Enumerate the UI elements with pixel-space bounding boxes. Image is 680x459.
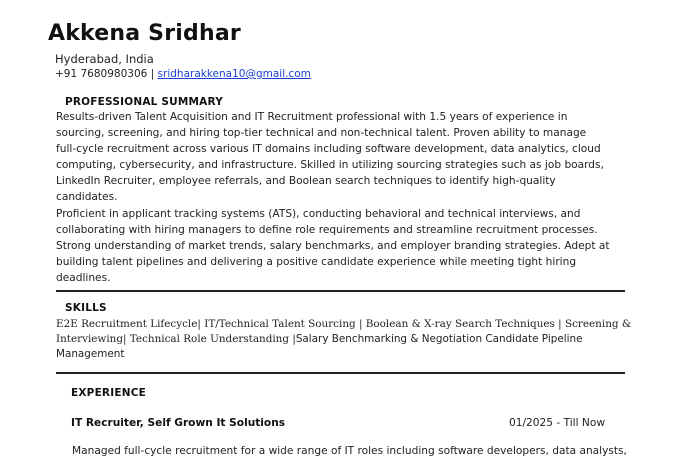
summary-text bbox=[56, 109, 616, 286]
section-divider bbox=[56, 290, 625, 292]
phone: +91 7680980306 bbox=[55, 68, 148, 80]
job-description-line: Managed full-cycle recruitment for a wide range of IT roles including software developers, data analysts, bbox=[72, 445, 627, 457]
summary-heading: PROFESSIONAL SUMMARY bbox=[65, 96, 224, 108]
summary-line: Strong understanding of market trends, salary benchmarks, and employer branding strategies. Adept at bbox=[56, 239, 610, 252]
experience-heading: EXPERIENCE bbox=[71, 387, 146, 399]
summary-line: collaborating with hiring managers to define role requirements and streamline recruitment processes. bbox=[56, 223, 598, 236]
contact-separator: | bbox=[150, 68, 155, 80]
skills-line: E2E Recruitment Lifecycle| IT/Technical Talent Sourcing | Boolean & X-ray Search Techniques | Screening & bbox=[56, 318, 632, 330]
skills-text bbox=[56, 317, 632, 363]
summary-line: computing, cybersecurity, and infrastructure. Skilled in utilizing sourcing strategies such as job boards, bbox=[56, 159, 604, 172]
email-link[interactable]: sridharakkena10@gmail.com bbox=[157, 68, 311, 80]
summary-line: LinkedIn Recruiter, employee referrals, and Boolean search techniques to identify high-quality bbox=[56, 175, 556, 188]
summary-line: full-cycle recruitment across various IT domains including software development, data analytics, cloud bbox=[56, 143, 601, 156]
summary-line: Results-driven Talent Acquisition and IT Recruitment professional with 1.5 years of experience in bbox=[56, 111, 568, 123]
summary-line: deadlines. bbox=[56, 271, 111, 284]
candidate-name: Akkena Sridhar bbox=[48, 21, 241, 46]
job-title: IT Recruiter, Self Grown It Solutions bbox=[71, 417, 286, 429]
summary-line: candidates. bbox=[56, 191, 118, 204]
skills-line-sans: Salary Benchmarking & Negotiation Candidate Pipeline bbox=[295, 333, 583, 346]
summary-line: Proficient in applicant tracking systems (ATS), conducting behavioral and technical interviews, and bbox=[56, 207, 581, 220]
summary-line: sourcing, screening, and hiring top-tier technical and non-technical talent. Proven ability to manage bbox=[56, 127, 587, 140]
section-divider bbox=[56, 372, 625, 374]
summary-line: building talent pipelines and delivering a positive candidate experience while meeting tight hiring bbox=[56, 255, 577, 268]
contact-line bbox=[55, 68, 311, 80]
skills-line: Management bbox=[56, 348, 125, 361]
skills-heading: SKILLS bbox=[65, 302, 107, 314]
location: Hyderabad, India bbox=[55, 52, 154, 66]
skills-line-serif: Interviewing| Technical Role Understanding | bbox=[56, 333, 296, 346]
job-dates: 01/2025 - Till Now bbox=[509, 417, 605, 429]
skills-line bbox=[56, 332, 616, 347]
